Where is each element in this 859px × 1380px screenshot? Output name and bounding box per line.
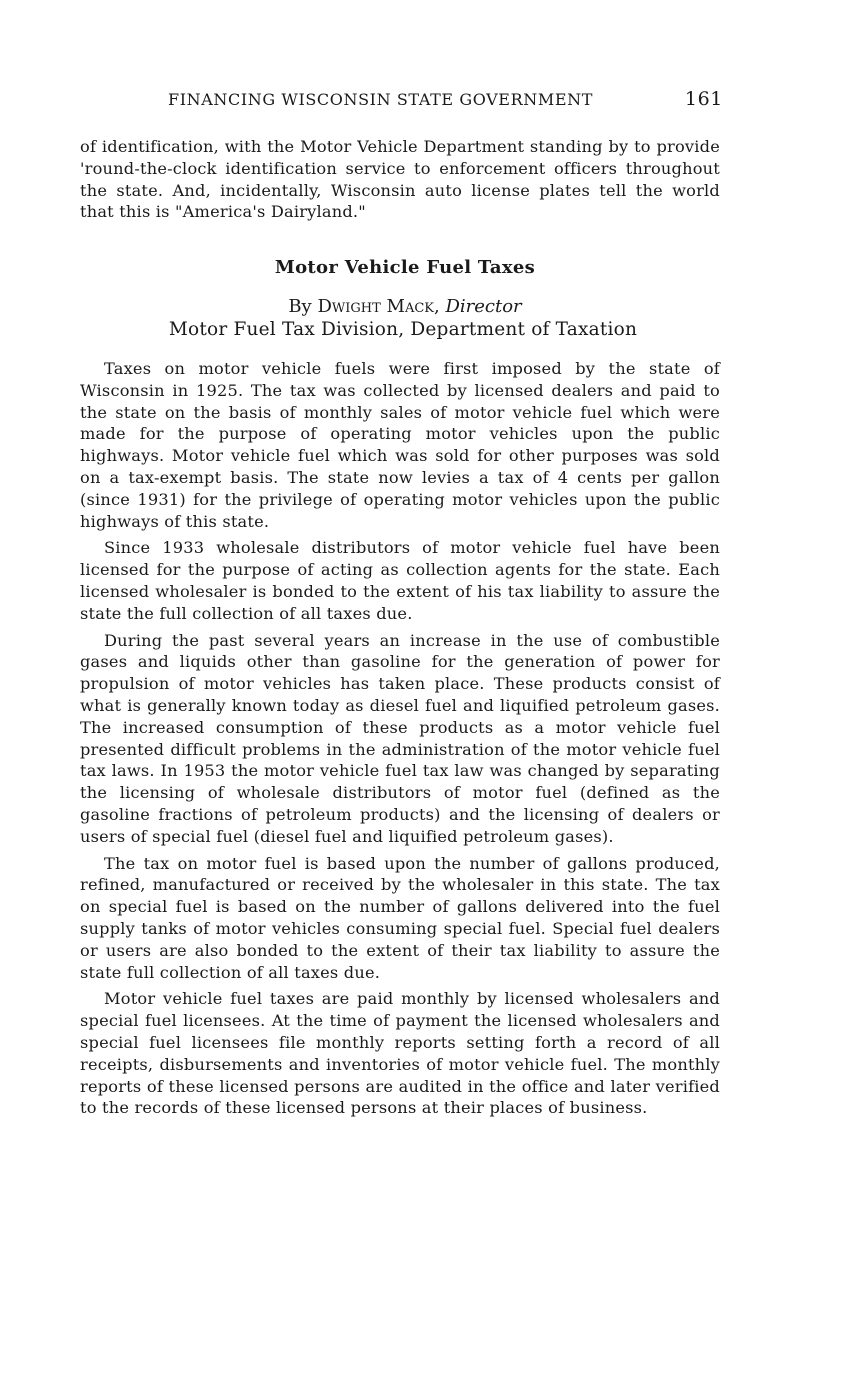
page-number: 161 [684,88,723,110]
author-name: Dwight Mack, [317,296,440,317]
section-title: Motor Vehicle Fuel Taxes [274,257,536,278]
paragraph: The tax on motor fuel is based upon the number of gallons produced, refined, manufactured or received by the wholesaler in this state. The tax on special fuel is based on the number of gallons delivered into the fuel supply tanks of motor vehicles consuming special fuel. Special fuel dealers or users are also bonded to the extent of their tax liability to assure the state full collection of all taxes due. [80,853,720,982]
author-division: Motor Fuel Tax Division, Department of Taxation [168,319,638,340]
paragraph: Taxes on motor vehicle fuels were first imposed by the state of Wisconsin in 1925. The tax was collected by licensed dealers and paid to the state on the basis of monthly sales of motor vehicle fuel which were made for the purpose of operating motor vehicles upon the public highways. Motor vehicle fuel which was sold for other purposes was sold on a tax-exempt basis. The state now levies a tax of 4 cents per gallon (since 1931) for the privilege of operating motor vehicles upon the public highways of this state. [80,359,720,531]
article-body [80,358,720,1124]
paragraph: Motor vehicle fuel taxes are paid monthly by licensed wholesalers and special fuel licensees. At the time of payment the licensed wholesalers and special fuel licensees file monthly reports setting forth a record of all receipts, disbursements and inventories of motor vehicle fuel. The monthly reports of these licensed persons are audited in the office and later verified to the records of these licensed persons at their places of business. [80,989,720,1118]
paragraph: Since 1933 wholesale distributors of motor vehicle fuel have been licensed for the purpose of acting as collection agents for the state. Each licensed wholesaler is bonded to the extent of his tax liability to assure the state the full collection of all taxes due. [80,538,720,623]
author-role: Director [445,296,522,317]
byline [0,296,810,317]
continuation-paragraph: of identification, with the Motor Vehicle Department standing by to provide 'round-the-clock identification service to enforcement officers throughout the state. And, incidentally, Wisconsin auto license plates tell the world that this is "America's Dairyland." [80,137,720,222]
byline-prefix: By [288,296,312,317]
running-title: FINANCING WISCONSIN STATE GOVERNMENT [168,90,593,109]
running-header [168,88,723,116]
paragraph: During the past several years an increase in the use of combustible gases and liquids other than gasoline for the generation of power for propulsion of motor vehicles has taken place. These products consist of what is generally known today as diesel fuel and liquified petroleum gases. The increased consumption of these products as a motor vehicle fuel presented difficult problems in the administration of the motor vehicle fuel tax laws. In 1953 the motor vehicle fuel tax law was changed by separating the licensing of wholesale distributors of motor fuel (defined as the gasoline fractions of petroleum products) and the licensing of dealers or users of special fuel (diesel fuel and liquified petroleum gases). [80,630,720,846]
